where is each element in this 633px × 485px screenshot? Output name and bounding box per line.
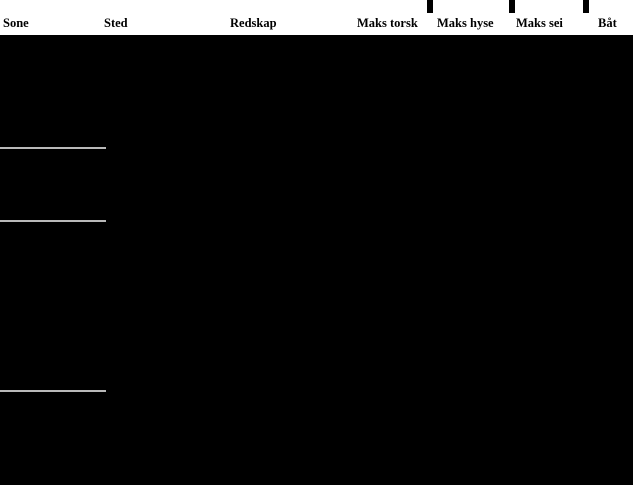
header-column-gap-3 — [583, 0, 589, 13]
row-group-separator — [0, 220, 106, 222]
header-column-gap-1 — [427, 0, 433, 13]
column-header-redskap: Redskap — [230, 16, 277, 30]
row-group-separator — [0, 390, 106, 392]
row-group-separator — [0, 147, 106, 149]
column-header-maks-torsk: Maks torsk — [357, 16, 418, 30]
column-header-sted: Sted — [104, 16, 128, 30]
table-header-top-strip — [0, 0, 633, 13]
column-header-bat: Båt — [598, 16, 617, 30]
table-header-row — [0, 13, 633, 35]
column-header-maks-hyse: Maks hyse — [437, 16, 494, 30]
table-body — [0, 36, 633, 485]
header-column-gap-2 — [509, 0, 515, 13]
column-header-maks-sei: Maks sei — [516, 16, 563, 30]
column-header-sone: Sone — [3, 16, 29, 30]
